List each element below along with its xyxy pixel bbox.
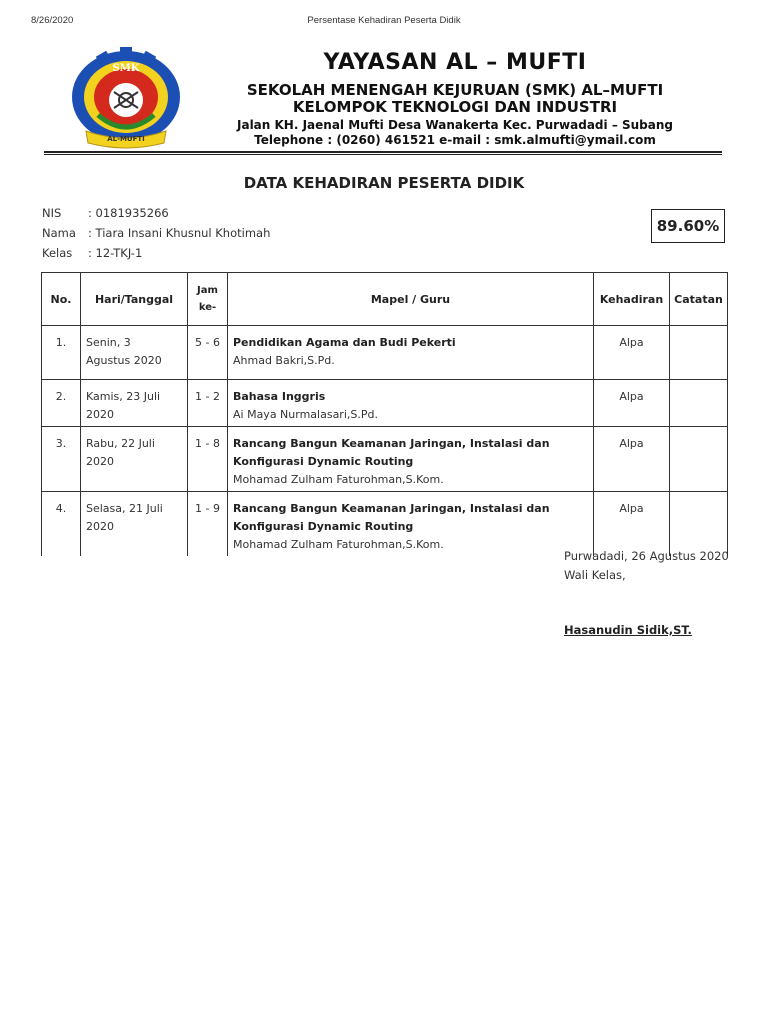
class-label: Kelas	[42, 246, 73, 260]
signature-role: Wali Kelas,	[564, 568, 626, 582]
row-no: 4.	[42, 492, 81, 557]
row-no: 2.	[42, 380, 81, 427]
row-day-line2: 2020	[86, 408, 114, 421]
nis-label: NIS	[42, 206, 62, 220]
table-row	[42, 427, 728, 492]
row-notes	[670, 427, 728, 492]
table-row	[42, 326, 728, 380]
row-day	[81, 492, 188, 557]
foundation-name: YAYASAN AL – MUFTI	[323, 50, 587, 75]
row-day-line2: 2020	[86, 455, 114, 468]
row-subject-title: Pendidikan Agama dan Budi Pekerti	[233, 336, 456, 349]
col-header-no: No.	[42, 273, 81, 326]
row-attendance: Alpa	[594, 492, 670, 557]
logo-text-bottom: AL-MUFTI	[107, 135, 145, 143]
signature-block	[564, 549, 729, 637]
attendance-percentage: 89.60%	[651, 209, 725, 243]
row-attendance: Alpa	[594, 380, 670, 427]
row-subject-title: Rancang Bangun Keamanan Jaringan, Instalasi dan	[233, 437, 550, 450]
school-contact: Telephone : (0260) 461521 e-mail : smk.almufti@ymail.com	[254, 133, 656, 147]
row-day-line2: 2020	[86, 520, 114, 533]
school-group: KELOMPOK TEKNOLOGI DAN INDUSTRI	[292, 98, 618, 116]
signature-place-date: Purwadadi, 26 Agustus 2020	[564, 549, 729, 563]
row-jam: 5 - 6	[188, 326, 228, 380]
row-jam: 1 - 9	[188, 492, 228, 557]
row-subject-title-cont: Konfigurasi Dynamic Routing	[233, 455, 414, 468]
attendance-table	[41, 272, 728, 556]
name-value: : Tiara Insani Khusnul Khotimah	[88, 226, 271, 240]
row-day-line1: Kamis, 23 Juli	[86, 390, 161, 403]
col-header-jam-line2: ke-	[198, 302, 217, 313]
row-subject-title: Rancang Bangun Keamanan Jaringan, Instalasi dan	[233, 502, 550, 515]
school-address: Jalan KH. Jaenal Mufti Desa Wanakerta Kec. Purwadadi – Subang	[237, 118, 673, 132]
print-date: 8/26/2020	[31, 15, 74, 26]
school-name: SEKOLAH MENENGAH KEJURUAN (SMK) AL–MUFTI	[246, 81, 664, 99]
row-jam: 1 - 2	[188, 380, 228, 427]
row-day-line1: Selasa, 21 Juli	[86, 502, 163, 515]
signature-name: Hasanudin Sidik,ST.	[564, 623, 692, 637]
school-logo	[64, 45, 188, 149]
row-notes	[670, 492, 728, 557]
print-header	[31, 15, 737, 29]
row-no: 1.	[42, 326, 81, 380]
row-day	[81, 380, 188, 427]
row-teacher: Ai Maya Nurmalasari,S.Pd.	[233, 408, 378, 421]
letterhead-rule-thick	[44, 151, 722, 153]
row-notes	[670, 326, 728, 380]
row-day-line1: Senin, 3	[86, 336, 131, 349]
row-day	[81, 326, 188, 380]
name-label: Nama	[42, 226, 76, 240]
row-teacher: Mohamad Zulham Faturohman,S.Kom.	[233, 538, 444, 551]
col-header-jam-line1: Jam	[197, 285, 218, 296]
row-subject-title-cont: Konfigurasi Dynamic Routing	[233, 520, 414, 533]
col-header-jam	[188, 273, 228, 326]
row-day-line1: Rabu, 22 Juli	[86, 437, 155, 450]
col-header-notes: Catatan	[670, 273, 728, 326]
row-jam: 1 - 8	[188, 427, 228, 492]
table-row	[42, 492, 728, 557]
row-subject-title: Bahasa Inggris	[233, 390, 326, 403]
row-teacher: Mohamad Zulham Faturohman,S.Kom.	[233, 473, 444, 486]
table-row	[42, 380, 728, 427]
class-value: : 12-TKJ-1	[88, 246, 143, 260]
nis-value: : 0181935266	[88, 206, 169, 220]
col-header-subject: Mapel / Guru	[228, 273, 594, 326]
logo-text-top: SMK	[112, 63, 140, 74]
row-no: 3.	[42, 427, 81, 492]
row-day	[81, 427, 188, 492]
row-teacher: Ahmad Bakri,S.Pd.	[233, 354, 335, 367]
letterhead-rule-thin	[44, 154, 722, 155]
col-header-day: Hari/Tanggal	[81, 273, 188, 326]
col-header-attendance: Kehadiran	[594, 273, 670, 326]
row-notes	[670, 380, 728, 427]
row-subject	[228, 326, 594, 380]
document-title: DATA KEHADIRAN PESERTA DIDIK	[243, 174, 525, 192]
row-attendance: Alpa	[594, 326, 670, 380]
row-subject	[228, 427, 594, 492]
row-day-line2: Agustus 2020	[86, 354, 162, 367]
row-subject	[228, 380, 594, 427]
row-subject	[228, 492, 594, 557]
table-header-row	[42, 273, 728, 326]
row-attendance: Alpa	[594, 427, 670, 492]
print-title: Persentase Kehadiran Peserta Didik	[307, 15, 461, 26]
